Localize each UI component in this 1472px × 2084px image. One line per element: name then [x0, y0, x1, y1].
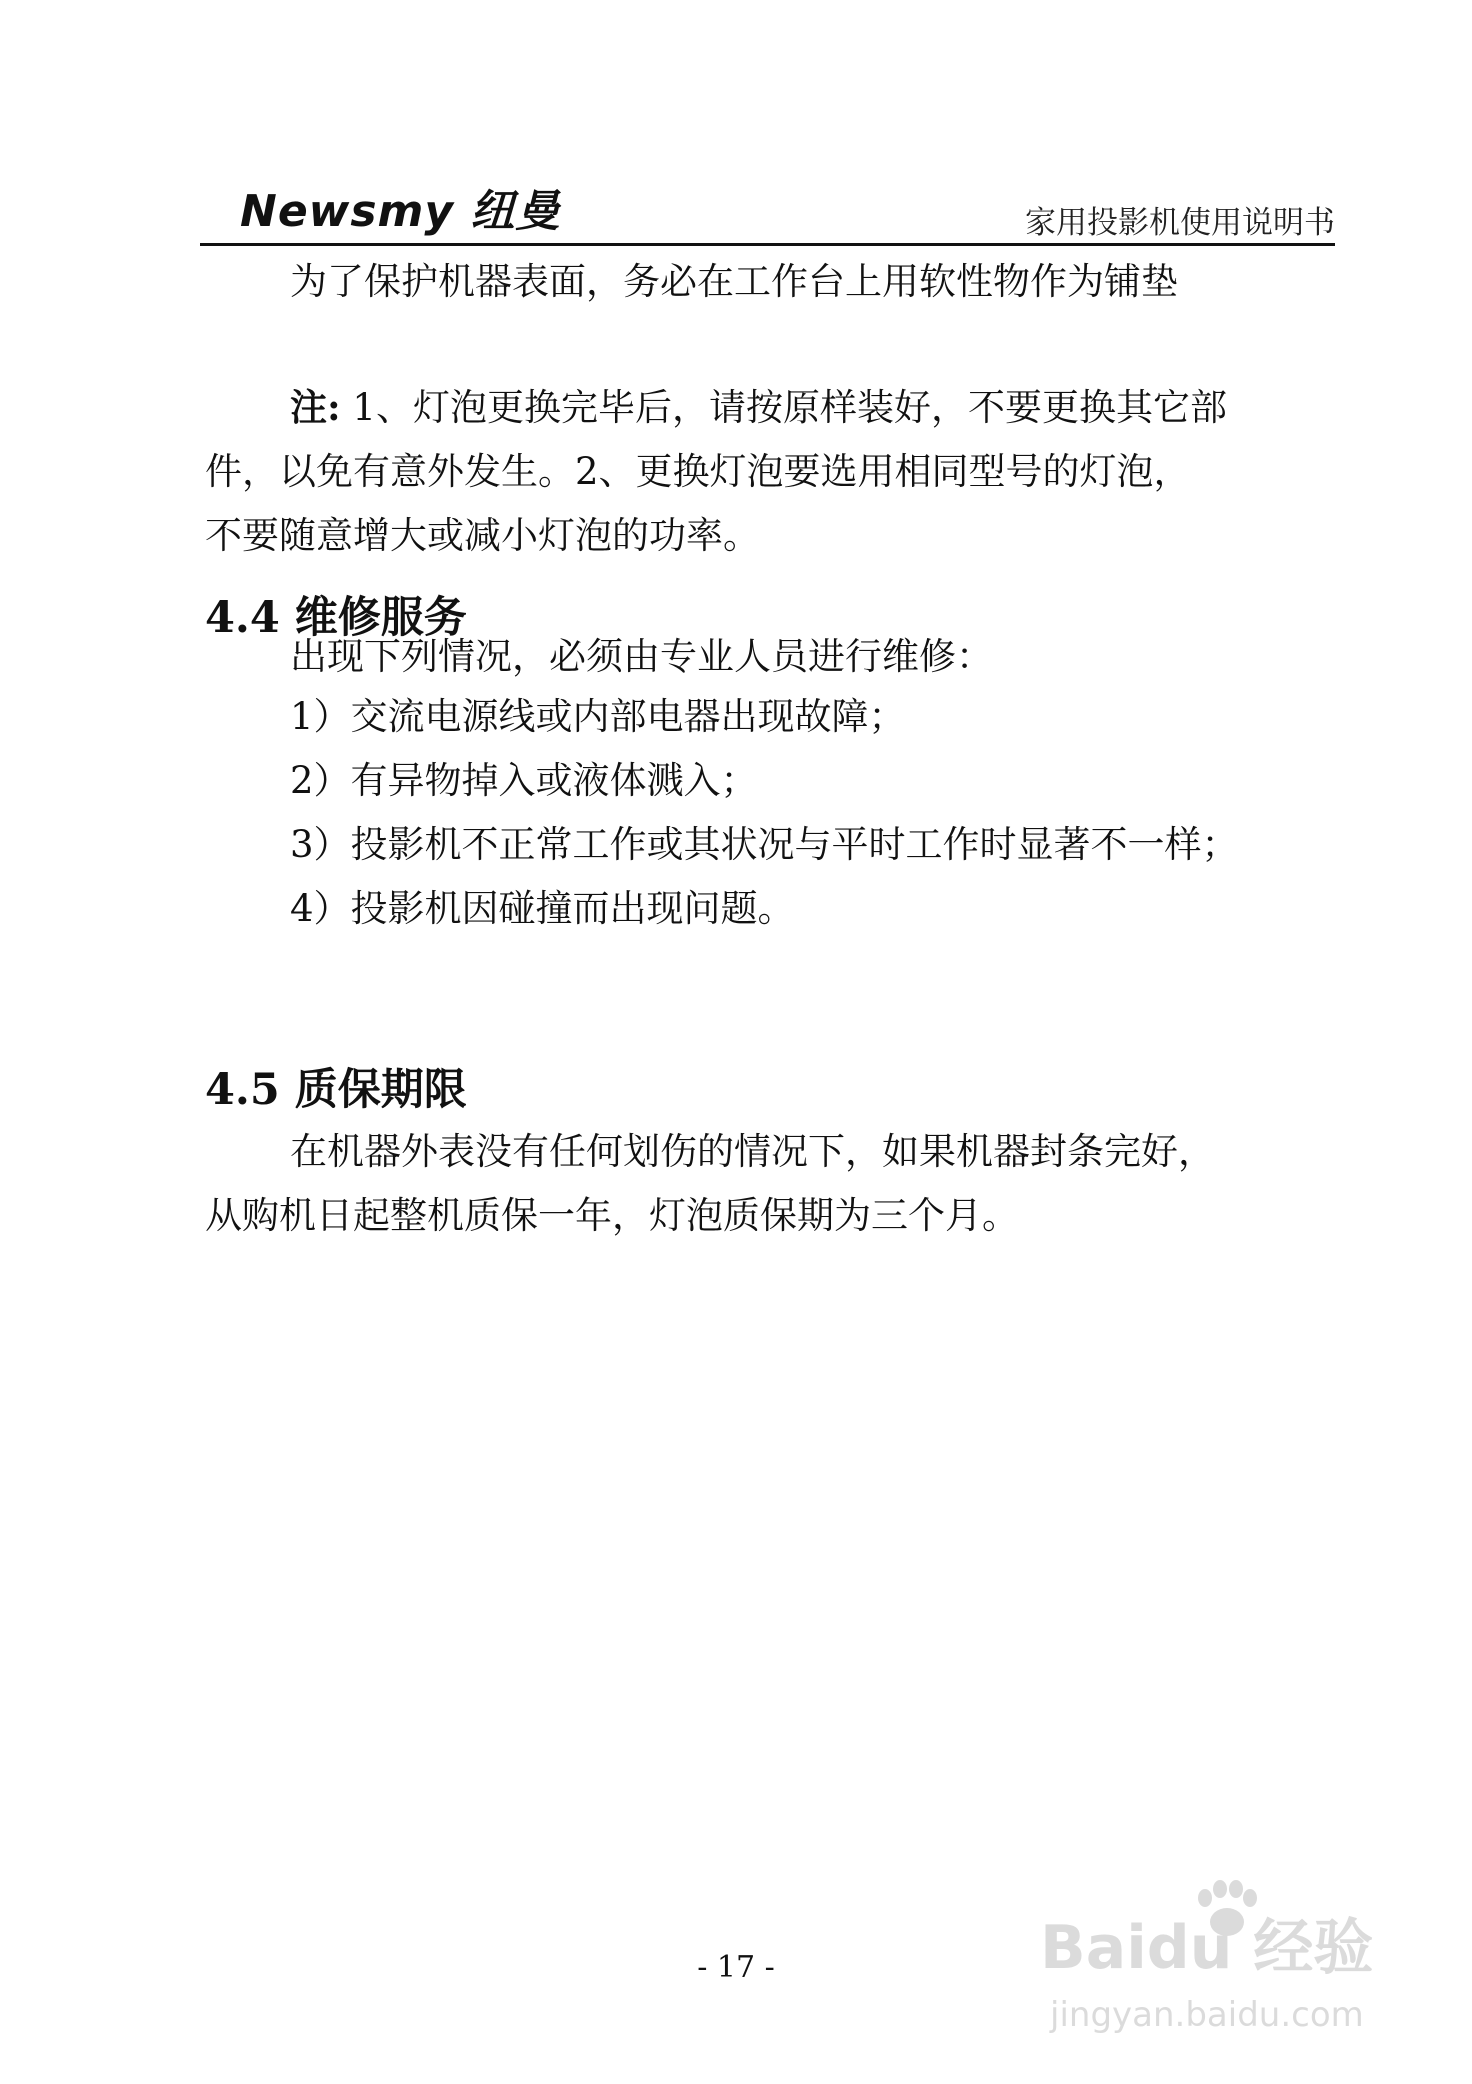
- repair-conditions-list: [290, 685, 1239, 941]
- note-label: 注:: [290, 385, 341, 429]
- list-item: 3）投影机不正常工作或其状况与平时工作时显著不一样；: [290, 823, 1239, 866]
- warranty-line-2: 从购机日起整机质保一年，灯泡质保期为三个月。: [205, 1194, 1019, 1237]
- note-line-1: [205, 375, 1335, 440]
- note-paragraph: [205, 375, 1335, 568]
- baidu-watermark: [1040, 1880, 1420, 2050]
- watermark-url: jingyan.baidu.com: [1050, 1995, 1364, 2035]
- list-item: 4）投影机因碰撞而出现问题。: [290, 887, 795, 930]
- note-line-2: 件，以免有意外发生。2、更换灯泡要选用相同型号的灯泡，: [205, 450, 1191, 493]
- section-4-4-lead: 出现下列情况，必须由专业人员进行维修：: [290, 635, 993, 678]
- header-rule: [200, 243, 1335, 246]
- section-4-4-title: 4.4 维修服务: [205, 593, 467, 643]
- page-header: [200, 175, 1335, 245]
- section-4-5-title: 4.5 质保期限: [205, 1065, 467, 1115]
- document-title: 家用投影机使用说明书: [1025, 205, 1335, 241]
- page-number: - 17 -: [697, 1950, 775, 1985]
- brand-logo: Newsmy 纽曼: [240, 186, 561, 237]
- note-line-1-text: 1、灯泡更换完毕后，请按原样装好，不要更换其它部: [340, 386, 1227, 429]
- watermark-logo: Baidu 经验: [1040, 1913, 1374, 1983]
- list-item: 1）交流电源线或内部电器出现故障；: [290, 695, 906, 738]
- warranty-line-1: 在机器外表没有任何划伤的情况下，如果机器封条完好，: [290, 1130, 1215, 1173]
- warranty-paragraph: [205, 1120, 1335, 1248]
- note-line-3: 不要随意增大或减小灯泡的功率。: [205, 514, 760, 557]
- list-item: 2）有异物掉入或液体溅入；: [290, 759, 758, 802]
- intro-line: 为了保护机器表面，务必在工作台上用软性物作为铺垫: [290, 260, 1178, 303]
